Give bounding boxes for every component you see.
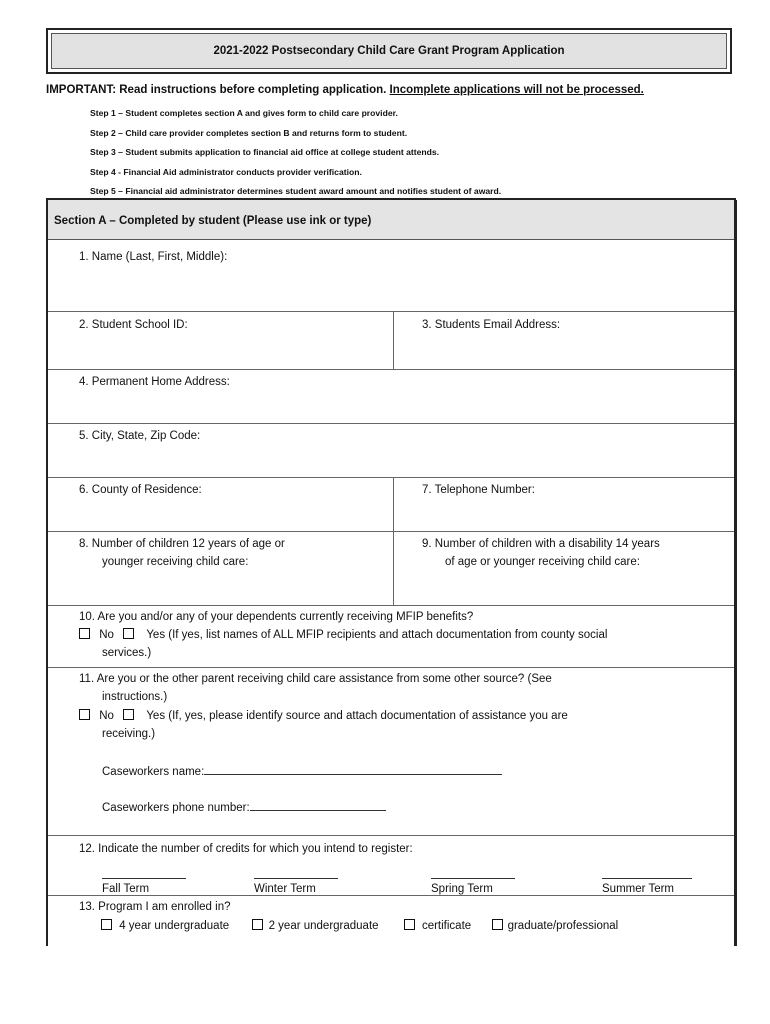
row-county-phone xyxy=(48,478,734,532)
row-credits xyxy=(48,836,734,896)
county-label: 6. County of Residence: xyxy=(79,484,202,496)
assistance-options xyxy=(79,707,568,725)
spring-term-label: Spring Term xyxy=(431,883,493,895)
spring-term-line[interactable] xyxy=(431,868,515,879)
important-warning: Incomplete applications will not be processed. xyxy=(389,84,644,96)
city-state-zip-label: 5. City, State, Zip Code: xyxy=(79,430,201,442)
title-box xyxy=(46,28,732,74)
caseworker-phone-line[interactable] xyxy=(250,798,386,811)
mfip-yes-cont: services.) xyxy=(102,647,152,659)
winter-term-field[interactable] xyxy=(254,868,338,895)
form-title: 2021-2022 Postsecondary Child Care Grant Program Application xyxy=(51,33,727,69)
assistance-yes-label: Yes (If, yes, please identify source and attach documentation of assistance you are xyxy=(146,710,568,722)
divider xyxy=(393,478,394,531)
winter-term-label: Winter Term xyxy=(254,883,316,895)
divider xyxy=(393,532,394,605)
section-a-form xyxy=(46,198,736,946)
caseworker-name-line[interactable] xyxy=(204,762,502,775)
steps-list xyxy=(90,107,501,205)
mfip-question: 10. Are you and/or any of your dependents currently receiving MFIP benefits? xyxy=(79,611,474,623)
caseworker-name-label: Caseworkers name: xyxy=(102,766,205,778)
program-2yr-checkbox[interactable] xyxy=(252,919,263,930)
caseworker-name-field[interactable] xyxy=(102,762,502,781)
city-state-zip-field[interactable] xyxy=(48,424,734,478)
mfip-no-label: No xyxy=(99,629,114,641)
assistance-question-cont: instructions.) xyxy=(102,691,168,703)
mfip-yes-checkbox[interactable] xyxy=(123,628,134,639)
winter-term-line[interactable] xyxy=(254,868,338,879)
fall-term-label: Fall Term xyxy=(102,883,150,895)
children-label-line2: younger receiving child care: xyxy=(102,556,249,568)
program-options xyxy=(101,917,618,935)
email-label: 3. Students Email Address: xyxy=(422,319,561,331)
program-4yr-label: 4 year undergraduate xyxy=(119,920,230,932)
program-certificate-checkbox[interactable] xyxy=(404,919,415,930)
mfip-options xyxy=(79,626,607,644)
row-other-assistance xyxy=(48,668,734,836)
children-label xyxy=(79,535,285,571)
fall-term-field[interactable] xyxy=(102,868,186,895)
assistance-question: 11. Are you or the other parent receiving child care assistance from some other source? (See xyxy=(79,673,552,685)
children-label-line1: 8. Number of children 12 years of age or xyxy=(79,538,285,550)
disability-children-label xyxy=(422,535,660,571)
assistance-yes-cont: receiving.) xyxy=(102,728,156,740)
disability-label-line2: of age or younger receiving child care: xyxy=(445,556,640,568)
school-id-label: 2. Student School ID: xyxy=(79,319,188,331)
name-label: 1. Name (Last, First, Middle): xyxy=(79,251,228,263)
program-question: 13. Program I am enrolled in? xyxy=(79,901,231,913)
program-graduate-checkbox[interactable] xyxy=(492,919,503,930)
important-lead: IMPORTANT: Read instructions before completing application. xyxy=(46,84,387,96)
spring-term-field[interactable] xyxy=(431,868,515,895)
credits-question: 12. Indicate the number of credits for which you intend to register: xyxy=(79,843,413,855)
summer-term-field[interactable] xyxy=(602,868,692,895)
step-item: Step 1 – Student completes section A and gives form to child care provider. xyxy=(90,108,398,118)
step-item: Step 3 – Student submits application to financial aid office at college student attends. xyxy=(90,147,440,157)
row-program xyxy=(48,896,734,948)
telephone-label: 7. Telephone Number: xyxy=(422,484,535,496)
program-2yr-label: 2 year undergraduate xyxy=(268,920,379,932)
home-address-field[interactable] xyxy=(48,370,734,424)
summer-term-label: Summer Term xyxy=(602,883,674,895)
program-4yr-checkbox[interactable] xyxy=(101,919,112,930)
step-item: Step 2 – Child care provider completes section B and returns form to student. xyxy=(90,127,408,138)
row-id-email xyxy=(48,312,734,370)
mfip-no-checkbox[interactable] xyxy=(79,628,90,639)
divider xyxy=(393,312,394,369)
mfip-yes-label: Yes (If yes, list names of ALL MFIP recipients and attach documentation from county social xyxy=(146,629,608,641)
assistance-no-label: No xyxy=(99,710,114,722)
name-field[interactable] xyxy=(48,240,734,312)
step-item: Step 4 - Financial Aid administrator conducts provider verification. xyxy=(90,166,362,177)
program-graduate-label: graduate/professional xyxy=(507,920,619,932)
caseworker-phone-label: Caseworkers phone number: xyxy=(102,802,250,814)
assistance-yes-checkbox[interactable] xyxy=(123,709,134,720)
assistance-no-checkbox[interactable] xyxy=(79,709,90,720)
program-certificate-label: certificate xyxy=(421,920,472,932)
fall-term-line[interactable] xyxy=(102,868,186,879)
home-address-label: 4. Permanent Home Address: xyxy=(79,376,230,388)
row-children-counts xyxy=(48,532,734,606)
disability-label-line1: 9. Number of children with a disability 14 years xyxy=(422,538,660,550)
caseworker-phone-field[interactable] xyxy=(102,798,386,817)
important-notice xyxy=(46,84,736,96)
section-a-heading: Section A – Completed by student (Please use ink or type) xyxy=(48,200,734,240)
summer-term-line[interactable] xyxy=(602,868,692,879)
row-mfip xyxy=(48,606,734,668)
step-item: Step 5 – Financial aid administrator determines student award amount and notifies student of award. xyxy=(90,186,502,196)
